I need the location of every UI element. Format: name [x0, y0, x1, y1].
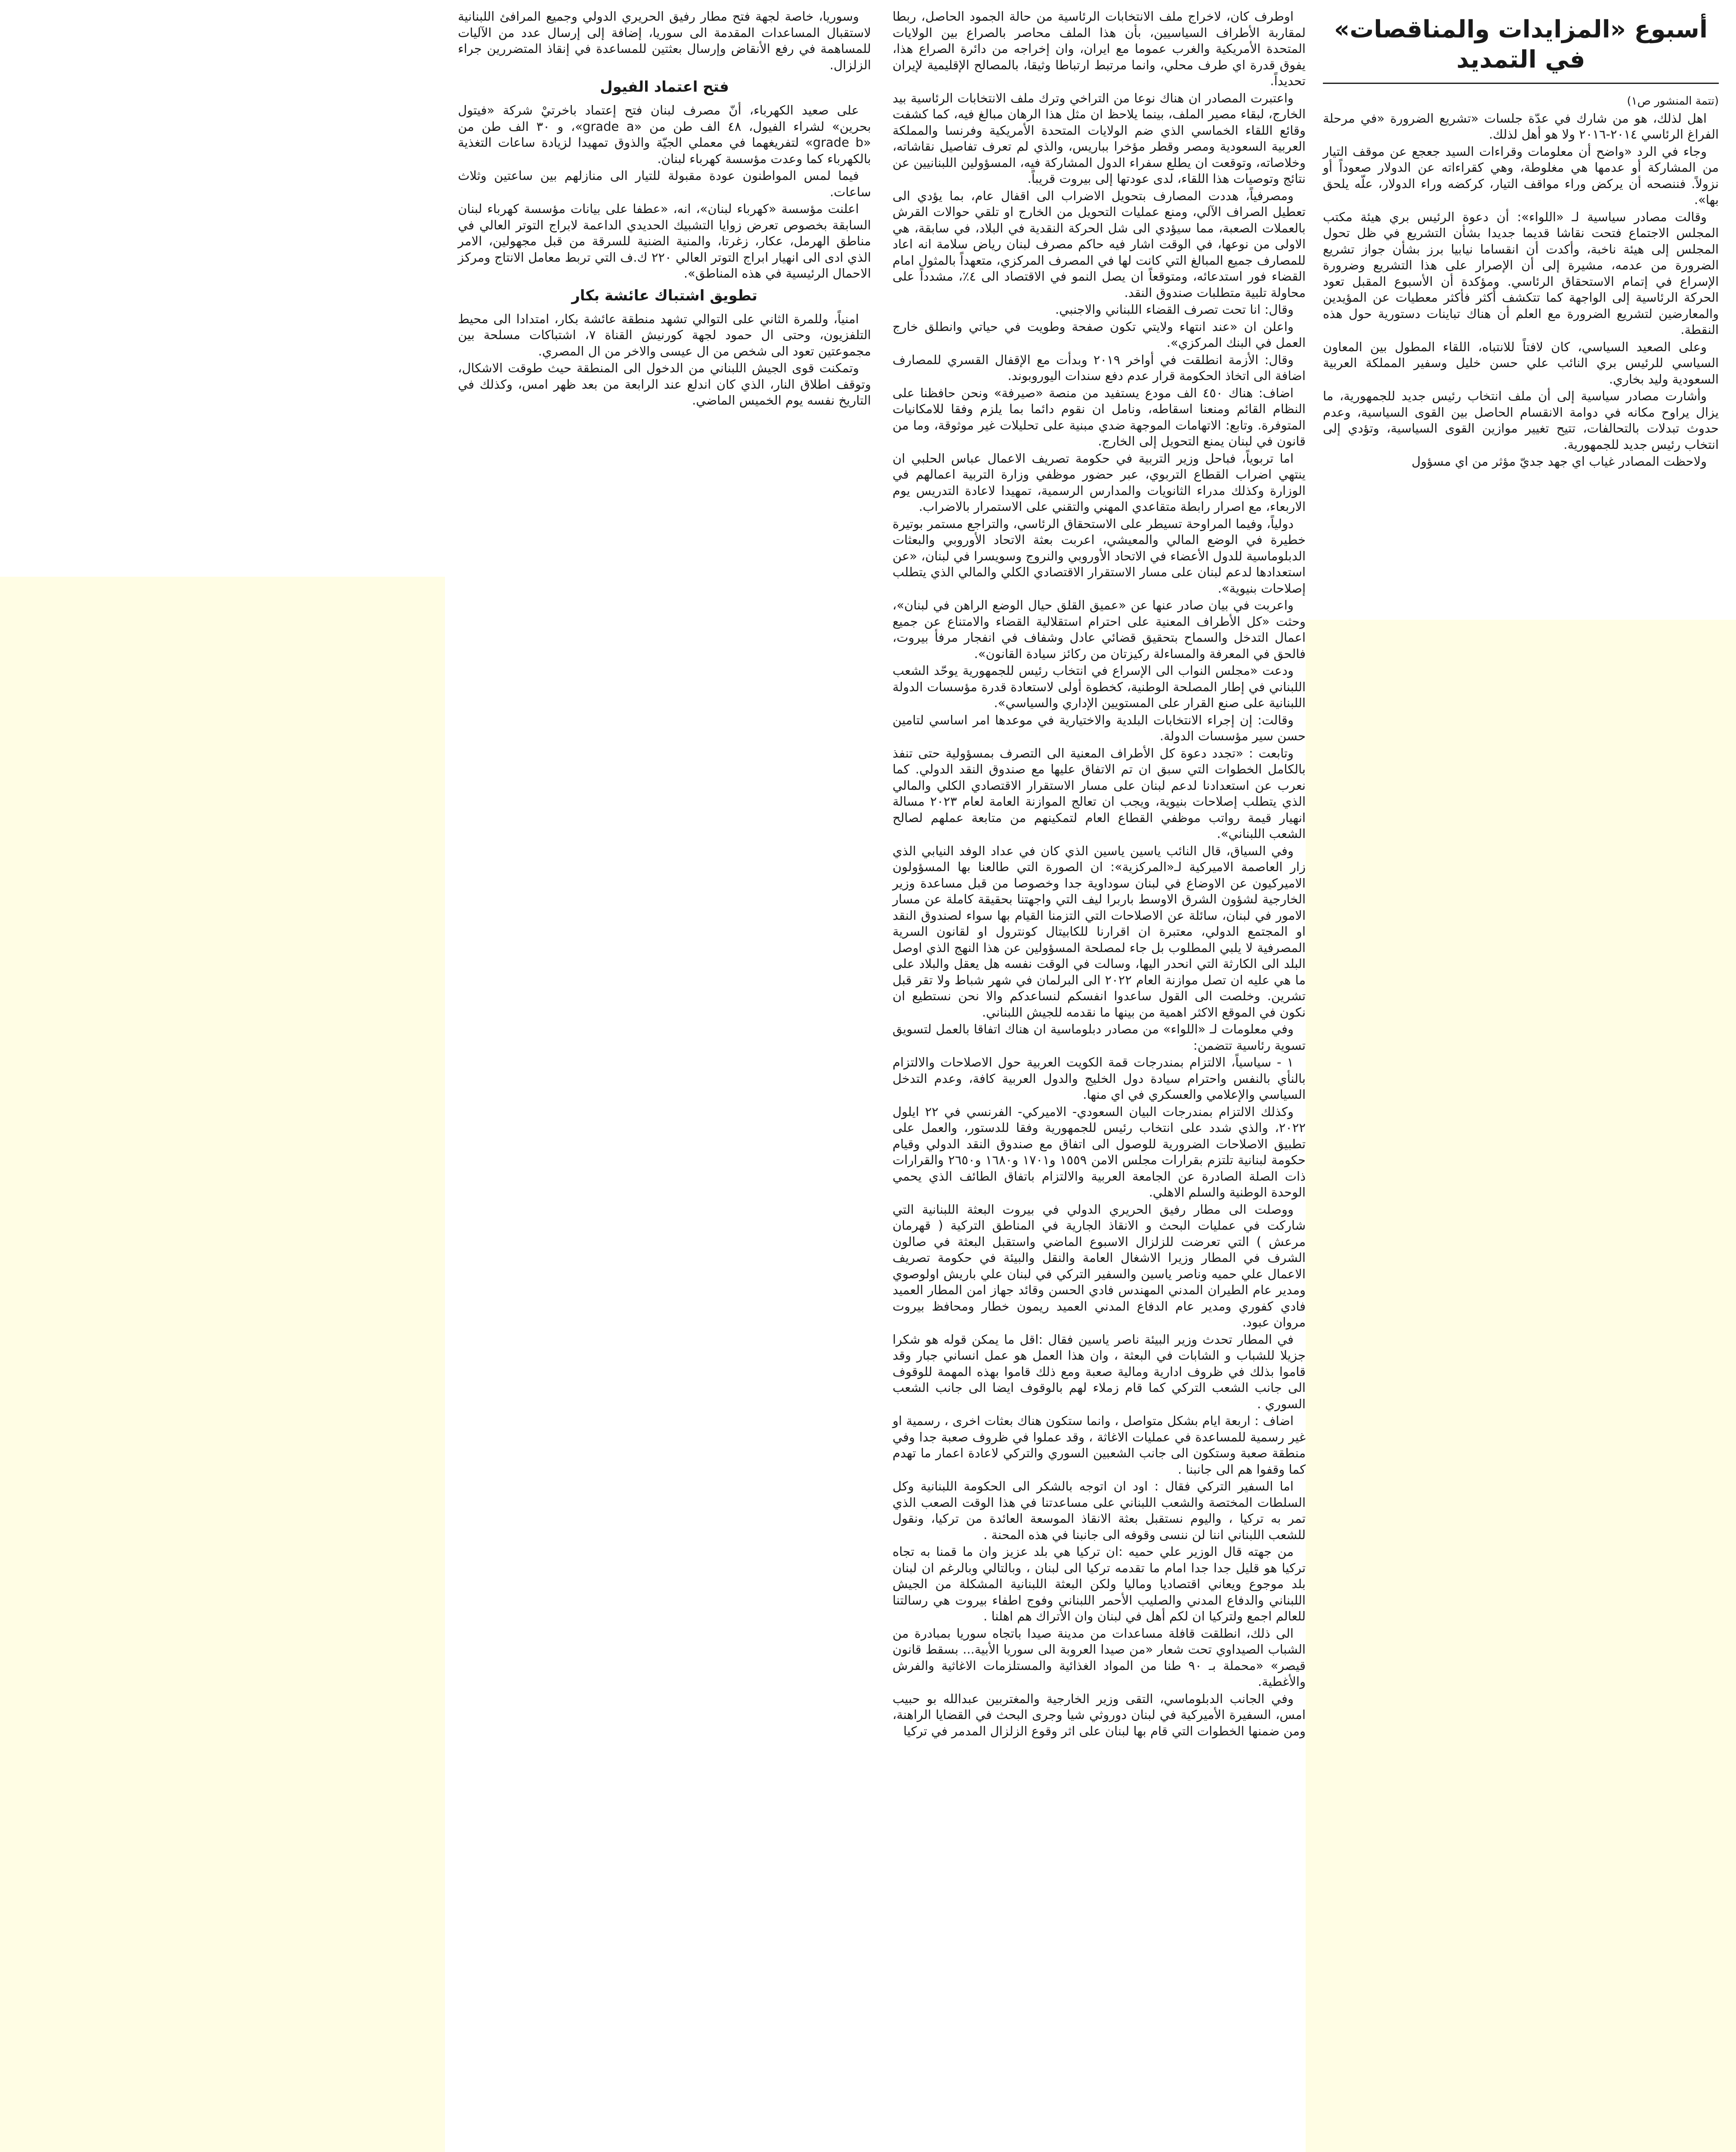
paragraph: اوطرف كان، لاخراج ملف الانتخابات الرئاسية من حالة الجمود الحاصل، ربطا لمقاربة الأطراف السياسيين، بأن هذا الملف محاصر بالصراع بين الولايات المتحدة الأمريكية والغرب عموما مع ايران، وان إخراجه من دائرة الصراع هذا، يفوق قدرة اي طرف محلي، وانما مرتبط ارتباطا وثيقا، بالمصالح الإقليمية لإيران تحديداً. — [893, 9, 1306, 88]
paragraph: اعلنت مؤسسة «كهرباء لبنان»، انه، «عطفا على بيانات مؤسسة كهرباء لبنان السابقة بخصوص تعرض زوايا التشبيك الحديدي الداعمة لابراج التوتر العالي في مناطق الهرمل، عكار، زغرتا، والمنية الضنية للسرقة من قبل مجهولين، الامر الذي ادى الى انهيار ابراج التوتر العالي ٢٢٠ ك.ف التي تربط معامل الانتاج ومركز الاحمال الرئيسية في هذه المناطق». — [458, 201, 871, 281]
paragraph: ودعت «مجلس النواب الى الإسراع في انتخاب رئيس للجمهورية يوحّد الشعب اللبناني في إطار المصلحة الوطنية، كخطوة أولى لاستعادة قدرة مؤسسات الدولة اللبنانية على صنع القرار على المستويين الإداري والسياسي». — [893, 663, 1306, 710]
paragraph: اما السفير التركي فقال : اود ان اتوجه بالشكر الى الحكومة اللبنانية وكل السلطات المختصة والشعب اللبناني على مساعدتنا في هذا الوقت الصعب الذي تمر به تركيا ، واليوم نستقبل بعثة الانقاذ الموسعة العائدة من تركيا، ونقول للشعب اللبناني اننا لن ننسى وقوفه الى جانبنا في هذه المحنة . — [893, 1479, 1306, 1542]
paragraph: اضاف : اربعة ايام بشكل متواصل ، وانما ستكون هناك بعثات اخرى ، رسمية او غير رسمية للمساعدة في عمليات الاغاثة ، وقد عملوا في ظروف صعبة جدا وفي منطقة صعبة وستكون الى جانب الشعبين السوري والتركي لاعادة اعمار ما تهدم كما وقفوا هم الى جانبنا . — [893, 1413, 1306, 1477]
paragraph: امنياً، وللمرة الثاني على التوالي تشهد منطقة عائشة بكار، امتدادا الى محيط التلفزيون، وحتى ال حمود لجهة كورنيش القناة ٧، اشتباكات مسلحة بين مجموعتين تعود الى شخص من ال عيسى والاخر من ال المصري. — [458, 311, 871, 359]
headline-suffix: في التمديد — [1456, 46, 1585, 74]
article-column-1 — [1323, 9, 1719, 471]
paragraph: وأشارت مصادر سياسية إلى أن ملف انتخاب رئيس جديد للجمهورية، ما يزال يراوح مكانه في دوامة الانقسام الحاصل بين القوى السياسية، وعدم حدوث تبدلات بالتحالفات، تتيح تغيير موازين القوى السياسية، وتؤدي إلى انتخاب رئيس جديد للجمهورية. — [1323, 389, 1719, 452]
paragraph: واعربت في بيان صادر عنها عن «عميق القلق حيال الوضع الراهن في لبنان»، وحثت «كل الأطراف المعنية على احترام استقلالية القضاء والامتناع عن جميع اعمال التدخل والسماح بتحقيق قضائي عادل وشفاف في انفجار مرفأ بيروت، فالحق في المعرفة والمساءلة ركيزتان من ركائز سيادة القانون». — [893, 598, 1306, 661]
paragraph: واعلن ان «عند انتهاء ولايتي تكون صفحة وطويت في حياتي وانطلق خارج العمل في البنك المركزي». — [893, 319, 1306, 350]
subheading-aisha-bakkar-clash: تطويق اشتباك عائشة بكار — [571, 287, 757, 304]
paragraph: ومصرفياً، هددت المصارف بتحويل الاضراب الى اقفال عام، بما يؤدي الى تعطيل الصراف الآلي، ومنع عمليات التحويل من الخارج او تلقي حوالات القرش بالعملات الصعبة، مما سيؤدي الى شل الحركة النقدية في البلاد، في سابقة، هي الاولى من نوعها، في الوقت اشار فيه حاكم مصرف لبنان رياض سلامة انه اعاد للمصارف جميع المبالغ التي كانت لها في المصرف المركزي، متعهداً بالمثول امام القضاء فور استدعائه، ومتوقعاً ان يصل النمو في الاقتصاد الى ٤٪، مشدداً على محاولة تلبية متطلبات صندوق النقد. — [893, 188, 1306, 300]
paragraph: وتمكنت قوى الجيش اللبناني من الدخول الى المنطقة حيث طوقت الاشكال، وتوقف اطلاق النار، الذي كان اندلع عند الرابعة من بعد ظهر امس، وكذلك في التاريخ نفسه يوم الخميس الماضي. — [458, 361, 871, 408]
paragraph: ولاحظت المصادر غياب اي جهد جديّ مؤثر من اي مسؤول — [1412, 454, 1707, 469]
paragraph: وجاء في الرد «واضح أن معلومات وقراءات السيد جعجع عن موقف التيار من المشاركة أو عدمها هي مغلوطة، وهي كقراءاته عن الدولار صعوداً أو نزولاً. فننصحه أن يركض وراء مواقف التيار، كركضه وراء الدولار، علّه يلحق بها». — [1323, 144, 1719, 207]
headline-prefix: أسبوع «المزايدات والمناقصات» — [1334, 15, 1708, 43]
paragraph: واعتبرت المصادر ان هناك نوعا من التراخي وترك ملف الانتخابات الرئاسية بيد الخارج، لبقاء مصير الملف، بينما يلاحظ ان مثل هذا الرهان مبالغ فيه، كما كشفت وقائع اللقاء الخماسي الذي ضم الولايات المتحدة الأمريكية وفرنسا والمملكة العربية السعودية ومصر وقطر مؤخرا بباريس، والذي لم تعرف تفاصيل نقاشاته، وخلاصاته، وتوقعت ان يطلع سفراء الدول المشاركة فيه، المسؤولين اللبنانيين عن نتائج وتوصيات هذا اللقاء، لدى عودتها إلى بيروت قريباً. — [893, 90, 1306, 186]
continuation-note: (تتمة المنشور ص١) — [1627, 95, 1719, 108]
paragraph: وقال: الأزمة انطلقت في أواخر ٢٠١٩ وبدأت مع الإقفال القسري للمصارف اضافة الى اتخاذ الحكومة قرار عدم دفع سندات اليوروبوند. — [893, 352, 1306, 383]
paragraph: اهل لذلك، هو من شارك في عدّة جلسات «تشريع الضرورة «في مرحلة الفراغ الرئاسي ٢٠١٤-٢٠١٦ ولا هو أهل لذلك. — [1323, 111, 1719, 142]
subheading-fuel-credit: فتح اعتماد الفيول — [600, 78, 729, 96]
paragraph: دولياً، وفيما المراوحة تسيطر على الاستحقاق الرئاسي، والتراجع مستمر بوتيرة خطيرة في الوضع المالي والمعيشي، اعربت بعثة الاتحاد الأوروبي والبعثات الدبلوماسية للدول الأعضاء في الاتحاد الأوروبي والنروج وسويسرا في لبنان، «عن استعدادها لدعم لبنان على مسار الاستقرار الاقتصادي الكلي والمالي الذي يتطلب إصلاحات بنيوية». — [893, 516, 1306, 596]
paragraph: وكذلك الالتزام بمندرجات البيان السعودي- الاميركي- الفرنسي في ٢٢ ايلول ٢٠٢٢، والذي شدد على انتخاب رئيس للجمهورية وفقا للدستور، والعمل على تطبيق الاصلاحات الضرورية للوصول الى اتفاق مع صندوق النقد الدولي وقيام حكومة لبنانية تلتزم بقرارات مجلس الامن ١٥٥٩ و١٧٠١ و١٦٨٠ و٢٦٥٠ والقرارات ذات الصلة الصادرة عن الجامعة العربية والالتزام باتفاق الطائف الذي يحمي الوحدة الوطنية والسلم الاهلي. — [893, 1104, 1306, 1200]
paragraph: وفي معلومات لـ «اللواء» من مصادر دبلوماسية ان هناك اتفاقا بالعمل لتسويق تسوية رئاسية تتضمن: — [893, 1022, 1306, 1053]
paragraph: وقالت مصادر سياسية لـ «اللواء»: أن دعوة الرئيس بري هيئة مكتب المجلس الاجتماع فتحت نقاشا قديما جديدا بشأن التشريع في ظل تحول المجلس إلى هيئة ناخبة، وأكدت أن انقساما نيابيا برز بشأن جواز تشريع الضرورة من عدمه، مشيرة إلى أن الإصرار على هذا التشريع وضرورة الإسراع في إتمام الاستحقاق الرئاسي. ومؤكدة أن الأسبوع المقبل تعود الحركة الرئاسية إلى الواجهة كما تتكشف أكثر فأكثر معطيات عن المؤيدين والمعارضين لتشريع الضرورة مع العلم أن هناك تباينات دستورية حول هذه النقطة. — [1323, 209, 1719, 337]
col2-paragraphs — [893, 9, 1306, 1739]
col1-paragraphs — [1323, 111, 1719, 470]
article-column-3 — [458, 9, 871, 410]
paragraph: وسوريا، خاصة لجهة فتح مطار رفيق الحريري الدولي وجميع المرافئ اللبنانية لاستقبال المساعدات المقدمة الى سوريا، إضافة إلى إرسال عدد من الآليات للمساهمة في رفع الأنقاض وإرسال بعثتين للمساعدة في إنقاذ المتضررين جراء الزلزال. — [458, 9, 871, 72]
paragraph: فيما لمس المواطنون عودة مقبولة للتيار الى منازلهم بين ساعتين وثلاث ساعات. — [458, 168, 871, 199]
column-background-highlight — [1306, 620, 1736, 2152]
col3-paragraphs-2 — [458, 102, 871, 282]
paragraph: في المطار تحدث وزير البيئة ناصر ياسين فقال :اقل ما يمكن قوله هو شكرا جزيلا للشباب و الشابات في البعثة ، وان هذا العمل هو عمل انساني جبار وقد قاموا بذلك في ظروف ادارية ومالية صعبة ومع ذلك قاموا بهذه المهمة للوقوف الى جانب الشعب التركي كما قام زملاء لهم بالوقوف ايضا الى جانب الشعب السوري . — [893, 1332, 1306, 1411]
headline — [1323, 15, 1719, 84]
paragraph: ١ - سياسياً، الالتزام بمندرجات قمة الكويت العربية حول الاصلاحات والالتزام بالنأي بالنفس واحترام سيادة دول الخليج والدول العربية كافة، وعدم التدخل السياسي والإعلامي والعسكري في اي منها. — [893, 1055, 1306, 1102]
paragraph: الى ذلك، انطلقت قافلة مساعدات من مدينة صيدا باتجاه سوريا بمبادرة من الشباب الصيداوي تحت شعار «من صيدا العروبة الى سوريا الأبية... بسقط قانون قيصر» «محملة بـ ٩٠ طنا من المواد الغذائية والمستلزمات الاغاثية والفرش والأغطية. — [893, 1626, 1306, 1689]
paragraph: وفي السياق، قال النائب ياسين ياسين الذي كان في عداد الوفد النيابي الذي زار العاصمة الاميركية لـ«المركزية»: ان الصورة التي طالعنا بها المسؤولون الاميركيون عن الاوضاع في لبنان سوداوية جدا وخصوصا من قبل مساعدة وزير الخارجية لشؤون الشرق الاوسط باربرا ليف التي واجهتنا بحقيقة كاملة عن مسار الامور في لبنان، سائلة عن الاصلاحات التي التزمنا القيام بها سواء لصندوق النقد او المجتمع الدولي، معتبرة ان اقرارنا للكابيتال كونترول او لقانون السرية المصرفية لا يلبي المطلوب بل جاء لمصلحة المسؤولين عن هذا النهج الذي اوصل البلد الى الكارثة التي انحدر اليها، وسالت في الوقت نفسه هل يعقل والبلاد على ما هي عليه ان تصل موازنة العام ٢٠٢٢ الى البرلمان في شهر شباط ولا تقر قبل تشرين. وخلصت الى القول ساعدوا انفسكم لنساعدكم والا نحن نستطيع ان نكون في الموقع الاكثر اهمية من بينها ما نقدمه للجيش اللبناني. — [893, 843, 1306, 1020]
paragraph: وفي الجانب الدبلوماسي، التقى وزير الخارجية والمغتربين عبدالله بو حبيب امس، السفيرة الأميركية في لبنان دوروثي شيا وجرى البحث في القضايا الراهنة، ومن ضمنها الخطوات التي قام بها لبنان على اثر وقوع الزلزال المدمر في تركيا — [893, 1691, 1306, 1738]
paragraph: وقالت: إن إجراء الانتخابات البلدية والاختيارية في موعدها امر اساسي لتامين حسن سير مؤسسات الدولة. — [893, 712, 1306, 743]
col3-paragraphs — [458, 9, 871, 73]
paragraph: وعلى الصعيد السياسي، كان لافتاً للانتباه، اللقاء المطول بين المعاون السياسي للرئيس بري النائب علي حسن خليل وسفير المملكة العربية السعودية وليد بخاري. — [1323, 339, 1719, 386]
col3-paragraphs-3 — [458, 311, 871, 409]
paragraph: اضاف: هناك ٤٥٠ الف مودع يستفيد من منصة «صيرفة» ونحن حافظنا على النظام القائم ومنعنا اسقاطه، ونامل ان نقوم دائما بما يلزم وفقا للامكانيات المتوفرة. وتابع: الاتهامات الموجهة ضدي مبنية على تحليلات غير موثوقة، وما من قانون في لبنان يمنع التحويل إلى الخارج. — [893, 385, 1306, 448]
paragraph: على صعيد الكهرباء، أنّ مصرف لبنان فتح إعتماد باخرتيْ شركة «فيتول بحرين» لشراء الفيول، ٤٨ الف طن من «grade a»، و ٣٠ الف طن من «grade b» لتفريغهما في معملي الجيّة والذوق تمهيدا لزيادة ساعات التغذية بالكهرباء كما وعدت مؤسسة كهرباء لبنان. — [458, 103, 871, 166]
article-column-2 — [893, 9, 1306, 1740]
paragraph: ووصلت الى مطار رفيق الحريري الدولي في بيروت البعثة اللبنانية التي شاركت في عمليات البحث و الانقاذ الجارية في المناطق التركية ( قهرمان مرعش ) التي تعرضت للزلزال الاسبوع الماضي واستقبل البعثة في صالون الشرف في المطار وزيرا الاشغال العامة والنقل والبيئة في حكومة تصريف الاعمال علي حميه وناصر ياسين والسفير التركي في لبنان علي باريش اولوصوي ومدير عام الطيران المدني المهندس فادي الحسن وقائد جهاز امن المطار العميد فادي كفوري ومدير عام الدفاع المدني العميد ريمون خطار ومحافظ بيروت مروان عبود. — [893, 1202, 1306, 1330]
paragraph: وتابعت : «تجدد دعوة كل الأطراف المعنية الى التصرف بمسؤولية حتى تنفذ بالكامل الخطوات التي سبق ان تم الاتفاق عليها مع صندوق النقد الدولي. كما نعرب عن استعدادنا لدعم لبنان على مسار الاستقرار الاقتصادي الكلي والمالي الذي يتطلب إصلاحات بنيوية، ويجب ان تعالج الموازنة العامة لعام ٢٠٢٣ مسالة انهيار قيمة رواتب موظفي القطاع العام لتمكينهم من متابعة عملهم لصالح الشعب اللبناني». — [893, 745, 1306, 841]
paragraph: وقال: انا تحت تصرف القضاء اللبناني والاجنبي. — [1055, 302, 1294, 317]
column-background-highlight-left — [0, 577, 445, 2152]
paragraph: اما تربوياً، فباحل وزير التربية في حكومة تصريف الاعمال عباس الحلبي ان ينتهي اضراب القطاع التربوي، عبر حضور موظفي وزارة التربية اعمالهم في الوزارة وكذلك مدراء الثانويات والمدارس الرسمية، تمهيدا لاعادة التدريس يوم الاربعاء، مع اصرار رابطة متقاعدي المهني والتقني على الاستمرار بالاضراب. — [893, 451, 1306, 514]
paragraph: من جهته قال الوزير علي حميه :ان تركيا هي بلد عزيز وان ما قمنا به تجاه تركيا هو قليل جدا جدا امام ما تقدمه تركيا الى لبنان ، وبالتالي وبالرغم ان لبنان بلد موجوع ويعاني اقتصاديا وماليا ولكن البعثة اللبنانية المشكلة من الجيش اللبناني والدفاع المدني والصليب الأحمر اللبناني وفوج اطفاء بيروت هي رسالتنا للعالم اجمع ولتركيا ان لكم أهل في لبنان وان الأتراك هم اهلنا . — [893, 1544, 1306, 1623]
